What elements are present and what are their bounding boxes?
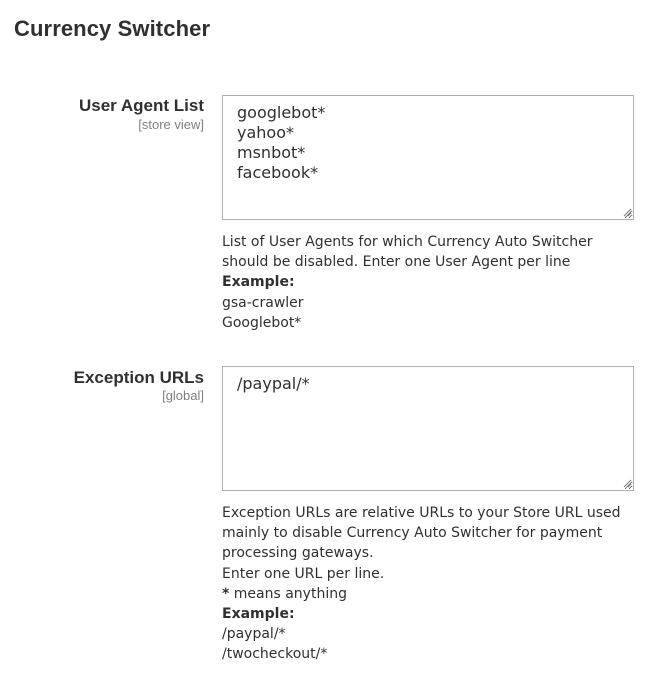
example-line: /paypal/* xyxy=(222,626,286,643)
asterisk-symbol: * xyxy=(222,585,230,602)
example-label: Example: xyxy=(222,274,295,291)
section-title: Currency Switcher xyxy=(14,16,211,41)
resize-grip-icon[interactable] xyxy=(622,478,632,488)
note-line: mainly to disable Currency Auto Switcher for payment xyxy=(222,525,603,542)
example-label: Example: xyxy=(222,606,295,623)
note-line: processing gateways. xyxy=(222,545,374,562)
exception-urls-label: Exception URLs xyxy=(73,368,204,387)
asterisk-note xyxy=(222,584,642,604)
exception-urls-note xyxy=(222,503,642,665)
exception-urls-scope: [global] xyxy=(162,388,204,403)
note-line: should be disabled. Enter one User Agent per line xyxy=(222,254,571,271)
note-line: Exception URLs are relative URLs to your Store URL used xyxy=(222,505,621,521)
exception-urls-textarea[interactable] xyxy=(222,366,634,491)
example-line: /twocheckout/* xyxy=(222,646,328,663)
resize-grip-icon[interactable] xyxy=(622,207,632,217)
note-line: List of User Agents for which Currency Auto Switcher xyxy=(222,234,593,250)
asterisk-text: means anything xyxy=(229,585,347,602)
example-line: gsa-crawler xyxy=(222,294,304,311)
example-line: Googlebot* xyxy=(222,314,302,331)
note-line: Enter one URL per line. xyxy=(222,565,385,582)
user-agent-list-note xyxy=(222,232,642,333)
user-agent-list-textarea[interactable] xyxy=(222,95,634,220)
user-agent-list-label: User Agent List xyxy=(78,96,204,115)
user-agent-list-scope: [store view] xyxy=(138,117,204,132)
